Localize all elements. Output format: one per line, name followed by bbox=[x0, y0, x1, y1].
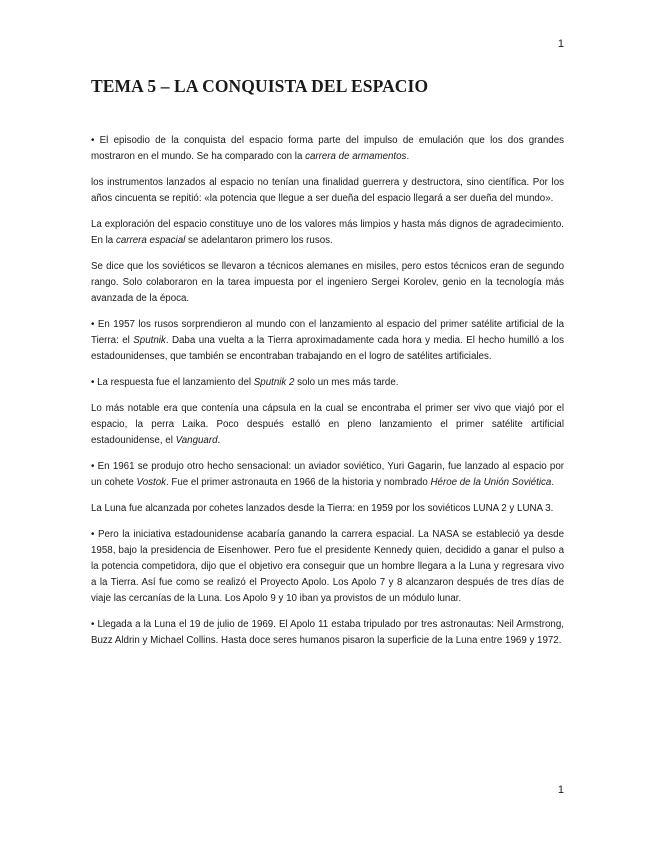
text-run: • Llegada a la Luna el 19 de julio de 1969. El Apolo 11 estaba tripulado por tres astronautas: Neil Armstrong, Buzz Aldrin y Michael Collins. Hasta doce seres humanos pisaron la superficie de la Luna entre 1969 y 1972. bbox=[91, 619, 564, 646]
paragraph bbox=[91, 401, 564, 449]
document-body bbox=[91, 133, 564, 659]
page-title: TEMA 5 – LA CONQUISTA DEL ESPACIO bbox=[91, 76, 429, 96]
page-number-top: 1 bbox=[557, 38, 564, 50]
paragraph bbox=[91, 459, 564, 491]
italic-text: Sputnik bbox=[133, 335, 166, 346]
paragraph bbox=[91, 317, 564, 365]
italic-text: carrera de armamentos bbox=[305, 151, 407, 162]
italic-text: carrera espacial bbox=[115, 235, 186, 246]
text-run: . Fue el primer astronauta en 1966 de la historia y nombrado bbox=[166, 477, 431, 488]
paragraph bbox=[91, 501, 564, 517]
italic-text: Vanguard bbox=[175, 435, 218, 446]
text-run: los instrumentos lanzados al espacio no tenían una finalidad guerrera y destructora, sino científica. Por los años cincuenta se repitió: «la potencia que llegue a ser dueña del espacio llegará a ser dueña del mundo». bbox=[91, 177, 564, 204]
text-run: . Daba una vuelta a la Tierra aproximadamente cada hora y media. El hecho humilló a los estadounidenses, que también se encontraban trabajando en el logro de satélites artificiales. bbox=[91, 335, 564, 362]
text-run: se adelantaron primero los rusos. bbox=[185, 235, 333, 246]
text-run: • En 1957 los rusos sorprendieron al mundo con el lanzamiento al espacio del primer satélite artificial de la Tierra: el bbox=[91, 319, 564, 346]
text-run: solo un mes más tarde. bbox=[294, 377, 399, 388]
text-run: . bbox=[217, 435, 221, 446]
paragraph bbox=[91, 133, 564, 165]
text-run: • En 1961 se produjo otro hecho sensacional: un aviador soviético, Yuri Gagarin, fue lanzado al espacio por un cohete bbox=[91, 461, 564, 488]
text-run: . bbox=[406, 151, 410, 162]
text-run: Se dice que los soviéticos se llevaron a técnicos alemanes en misiles, pero estos técnicos eran de segundo rango. Solo colaboraron en la tarea impuesta por el ingeniero Sergei Korolev, genio en la tecnología más avanzada de la época. bbox=[91, 261, 564, 304]
text-run: • Pero la iniciativa estadounidense acabaría ganando la carrera espacial. La NASA se estableció ya desde 1958, bajo la presidencia de Eisenhower. Pero fue el presidente Kennedy quien, decidido a ganar el pulso a la potencia competidora, dijo que el objetivo era conseguir que un hombre llegara a la Luna y regresara vivo a la Tierra. Así fue como se realizó el Proyecto Apolo. Los Apolo 7 y 8 alcanzaron después de tres días de viaje las cercanías de la Luna. Los Apolo 9 y 10 iban ya provistos de un módulo lunar. bbox=[91, 529, 564, 604]
text-run: . bbox=[551, 477, 555, 488]
italic-text: Héroe de la Unión Soviética bbox=[430, 477, 552, 488]
text-run: • El episodio de la conquista del espacio forma parte del impulso de emulación que los dos grandes mostraron en el mundo. Se ha comparado con la bbox=[91, 135, 564, 162]
text-run: • La respuesta fue el lanzamiento del bbox=[91, 377, 254, 388]
paragraph bbox=[91, 527, 564, 607]
page-number-bottom: 1 bbox=[557, 784, 564, 796]
paragraph bbox=[91, 259, 564, 307]
text-run: La Luna fue alcanzada por cohetes lanzados desde la Tierra: en 1959 por los soviéticos LUNA 2 y LUNA 3. bbox=[91, 503, 554, 514]
italic-text: Vostok bbox=[136, 477, 166, 488]
paragraph bbox=[91, 375, 564, 391]
paragraph bbox=[91, 217, 564, 249]
text-run: Lo más notable era que contenía una cápsula en la cual se encontraba el primer ser vivo que viajó por el espacio, la perra Laika. Poco después estalló en pleno lanzamiento el primer satélite artificial estadounidense, el bbox=[91, 403, 564, 446]
italic-text: Sputnik 2 bbox=[253, 377, 295, 388]
paragraph bbox=[91, 617, 564, 649]
text-run: La exploración del espacio constituye uno de los valores más limpios y hasta más dignos de agradecimiento. En la bbox=[91, 219, 564, 246]
paragraph bbox=[91, 175, 564, 207]
